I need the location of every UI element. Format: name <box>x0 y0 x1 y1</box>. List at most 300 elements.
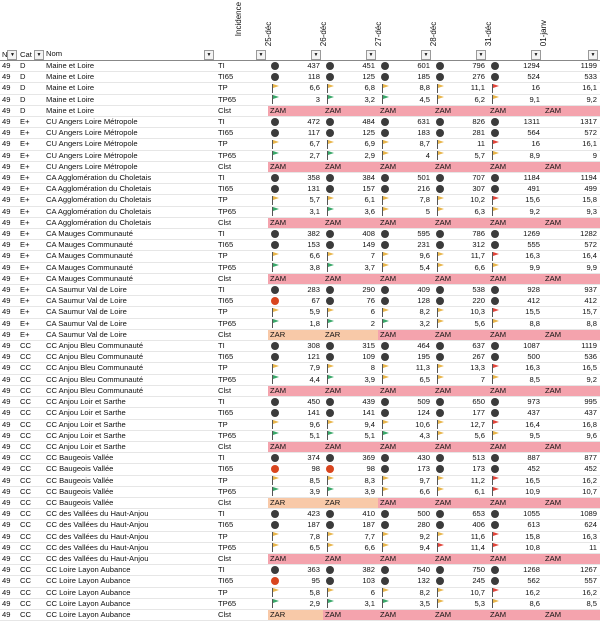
table-row[interactable] <box>0 565 600 576</box>
cell-zone[interactable]: ZAM <box>488 441 543 452</box>
table-row[interactable] <box>0 329 600 340</box>
cell-value[interactable]: 9,1 <box>501 94 543 105</box>
cell-value[interactable]: 76 <box>336 296 378 307</box>
cell-nom[interactable]: CA Agglomération du Choletais <box>44 184 216 195</box>
cell-cat[interactable]: CC <box>18 363 44 374</box>
cell-n[interactable]: 49 <box>0 553 18 564</box>
cell-incidence[interactable]: TP <box>216 531 268 542</box>
cell-incidence[interactable]: TP <box>216 83 268 94</box>
cell-value[interactable]: 9 <box>556 150 600 161</box>
cell-incidence[interactable]: TP <box>216 251 268 262</box>
cell-value[interactable]: 153 <box>281 240 323 251</box>
cell-incidence[interactable]: TP65 <box>216 542 268 553</box>
cell-cat[interactable]: E+ <box>18 139 44 150</box>
cell-cat[interactable]: CC <box>18 553 44 564</box>
cell-nom[interactable]: CC Anjou Bleu Communauté <box>44 374 216 385</box>
cell-cat[interactable]: E+ <box>18 184 44 195</box>
cell-zone[interactable]: ZAM <box>323 273 378 284</box>
table-row[interactable] <box>0 430 600 441</box>
cell-value[interactable]: 5,1 <box>281 430 323 441</box>
cell-n[interactable]: 49 <box>0 195 18 206</box>
cell-nom[interactable]: CA Mauges Communauté <box>44 273 216 284</box>
cell-nom[interactable]: CC Loire Layon Aubance <box>44 587 216 598</box>
table-row[interactable] <box>0 83 600 94</box>
cell-value[interactable]: 786 <box>446 229 488 240</box>
table-row[interactable] <box>0 206 600 217</box>
cell-value[interactable]: 6,6 <box>446 262 488 273</box>
cell-value[interactable]: 8,2 <box>391 307 433 318</box>
cell-nom[interactable]: CC des Vallées du Haut-Anjou <box>44 520 216 531</box>
cell-incidence[interactable]: Clst <box>216 553 268 564</box>
cell-value[interactable]: 16,2 <box>501 587 543 598</box>
cell-zone[interactable]: ZAR <box>268 329 323 340</box>
cell-nom[interactable]: CC des Vallées du Haut-Anjou <box>44 542 216 553</box>
cell-incidence[interactable]: TP65 <box>216 374 268 385</box>
header-date-5[interactable]: 31-déc ▼ <box>488 0 543 61</box>
cell-cat[interactable]: E+ <box>18 273 44 284</box>
header-date-2[interactable]: 26-déc ▼ <box>323 0 378 61</box>
cell-value[interactable]: 6,1 <box>336 195 378 206</box>
cell-value[interactable]: 6,7 <box>281 139 323 150</box>
cell-value[interactable]: 451 <box>336 61 378 72</box>
cell-value[interactable]: 307 <box>446 184 488 195</box>
cell-value[interactable]: 6,2 <box>446 94 488 105</box>
cell-value[interactable]: 6,5 <box>281 542 323 553</box>
cell-n[interactable]: 49 <box>0 374 18 385</box>
cell-cat[interactable]: CC <box>18 509 44 520</box>
cell-cat[interactable]: CC <box>18 609 44 620</box>
cell-n[interactable]: 49 <box>0 565 18 576</box>
cell-value[interactable]: 9,6 <box>556 430 600 441</box>
cell-value[interactable]: 439 <box>336 397 378 408</box>
cell-value[interactable]: 11,1 <box>446 83 488 94</box>
cell-value[interactable]: 3,2 <box>391 318 433 329</box>
cell-zone[interactable]: ZAM <box>378 161 433 172</box>
cell-value[interactable]: 9,2 <box>391 531 433 542</box>
cell-value[interactable]: 707 <box>446 173 488 184</box>
cell-value[interactable]: 1184 <box>501 173 543 184</box>
cell-value[interactable]: 98 <box>281 464 323 475</box>
cell-n[interactable]: 49 <box>0 240 18 251</box>
table-row[interactable] <box>0 229 600 240</box>
cell-zone[interactable]: ZAM <box>433 385 488 396</box>
cell-value[interactable]: 5,4 <box>391 262 433 273</box>
cell-cat[interactable]: CC <box>18 542 44 553</box>
cell-value[interactable]: 650 <box>446 397 488 408</box>
table-row[interactable] <box>0 173 600 184</box>
cell-value[interactable]: 501 <box>391 173 433 184</box>
cell-value[interactable]: 536 <box>556 352 600 363</box>
cell-value[interactable]: 8,3 <box>336 475 378 486</box>
cell-value[interactable]: 3,6 <box>336 206 378 217</box>
cell-value[interactable]: 9,9 <box>501 262 543 273</box>
cell-value[interactable]: 7,9 <box>281 363 323 374</box>
cell-incidence[interactable]: TI <box>216 117 268 128</box>
cell-n[interactable]: 49 <box>0 128 18 139</box>
cell-value[interactable]: 624 <box>556 520 600 531</box>
cell-cat[interactable]: E+ <box>18 251 44 262</box>
cell-value[interactable]: 280 <box>391 520 433 531</box>
cell-n[interactable]: 49 <box>0 285 18 296</box>
cell-value[interactable]: 98 <box>336 464 378 475</box>
table-row[interactable] <box>0 598 600 609</box>
cell-value[interactable]: 423 <box>281 509 323 520</box>
cell-nom[interactable]: CA Mauges Communauté <box>44 240 216 251</box>
cell-cat[interactable]: CC <box>18 453 44 464</box>
cell-incidence[interactable]: Clst <box>216 329 268 340</box>
cell-zone[interactable]: ZAM <box>488 105 543 116</box>
cell-incidence[interactable]: Clst <box>216 161 268 172</box>
cell-cat[interactable]: CC <box>18 565 44 576</box>
cell-cat[interactable]: CC <box>18 497 44 508</box>
cell-value[interactable]: 117 <box>281 128 323 139</box>
cell-nom[interactable]: CA Agglomération du Choletais <box>44 195 216 206</box>
cell-cat[interactable]: CC <box>18 464 44 475</box>
cell-value[interactable]: 16,5 <box>501 475 543 486</box>
cell-value[interactable]: 653 <box>446 509 488 520</box>
cell-nom[interactable]: CA Saumur Val de Loire <box>44 285 216 296</box>
cell-n[interactable]: 49 <box>0 262 18 273</box>
cell-n[interactable]: 49 <box>0 61 18 72</box>
cell-n[interactable]: 49 <box>0 587 18 598</box>
cell-value[interactable]: 9,2 <box>556 94 600 105</box>
cell-incidence[interactable]: TI <box>216 173 268 184</box>
cell-zone[interactable]: ZAM <box>268 553 323 564</box>
cell-value[interactable]: 430 <box>391 453 433 464</box>
cell-cat[interactable]: E+ <box>18 285 44 296</box>
table-row[interactable] <box>0 105 600 116</box>
cell-value[interactable]: 245 <box>446 576 488 587</box>
table-row[interactable] <box>0 150 600 161</box>
cell-value[interactable]: 3,1 <box>281 206 323 217</box>
cell-value[interactable]: 8,8 <box>391 83 433 94</box>
cell-value[interactable]: 216 <box>391 184 433 195</box>
cell-zone[interactable]: ZAR <box>323 329 378 340</box>
cell-value[interactable]: 16,1 <box>556 83 600 94</box>
cell-value[interactable]: 16,2 <box>556 475 600 486</box>
cell-cat[interactable]: CC <box>18 397 44 408</box>
filter-button[interactable]: ▼ <box>588 50 598 60</box>
cell-zone[interactable]: ZAM <box>433 497 488 508</box>
cell-incidence[interactable]: TP65 <box>216 486 268 497</box>
table-row[interactable] <box>0 273 600 284</box>
cell-value[interactable]: 185 <box>391 72 433 83</box>
cell-value[interactable]: 8,8 <box>501 318 543 329</box>
cell-n[interactable]: 49 <box>0 531 18 542</box>
cell-value[interactable]: 8,9 <box>501 150 543 161</box>
cell-value[interactable]: 10,2 <box>446 195 488 206</box>
cell-nom[interactable]: CU Angers Loire Métropole <box>44 161 216 172</box>
cell-value[interactable]: 2,9 <box>336 150 378 161</box>
cell-value[interactable]: 9,9 <box>556 262 600 273</box>
cell-cat[interactable]: E+ <box>18 128 44 139</box>
table-row[interactable] <box>0 453 600 464</box>
cell-incidence[interactable]: TI <box>216 397 268 408</box>
cell-value[interactable]: 9,6 <box>281 419 323 430</box>
cell-zone[interactable]: ZAM <box>378 553 433 564</box>
cell-value[interactable]: 9,7 <box>391 475 433 486</box>
cell-value[interactable]: 6,5 <box>391 374 433 385</box>
cell-n[interactable]: 49 <box>0 206 18 217</box>
cell-n[interactable]: 49 <box>0 251 18 262</box>
cell-value[interactable]: 437 <box>556 408 600 419</box>
cell-value[interactable]: 557 <box>556 576 600 587</box>
cell-n[interactable]: 49 <box>0 318 18 329</box>
cell-n[interactable]: 49 <box>0 464 18 475</box>
table-row[interactable] <box>0 117 600 128</box>
cell-cat[interactable]: D <box>18 83 44 94</box>
filter-button[interactable]: ▼ <box>256 50 266 60</box>
cell-n[interactable]: 49 <box>0 229 18 240</box>
table-row[interactable] <box>0 475 600 486</box>
cell-zone[interactable]: ZAM <box>488 497 543 508</box>
cell-value[interactable]: 6,9 <box>336 139 378 150</box>
cell-value[interactable]: 7,8 <box>391 195 433 206</box>
cell-value[interactable]: 9,2 <box>556 374 600 385</box>
cell-incidence[interactable]: TI65 <box>216 408 268 419</box>
cell-value[interactable]: 533 <box>556 72 600 83</box>
cell-zone[interactable]: ZAM <box>433 553 488 564</box>
table-row[interactable] <box>0 251 600 262</box>
table-row[interactable] <box>0 531 600 542</box>
cell-value[interactable]: 540 <box>391 565 433 576</box>
cell-incidence[interactable]: TP <box>216 307 268 318</box>
cell-value[interactable]: 8,2 <box>391 587 433 598</box>
cell-value[interactable]: 6 <box>336 307 378 318</box>
table-row[interactable] <box>0 486 600 497</box>
cell-value[interactable]: 572 <box>556 240 600 251</box>
table-row[interactable] <box>0 296 600 307</box>
cell-value[interactable]: 595 <box>391 229 433 240</box>
cell-incidence[interactable]: TI65 <box>216 296 268 307</box>
cell-zone[interactable]: ZAM <box>488 329 543 340</box>
cell-value[interactable]: 1199 <box>556 61 600 72</box>
cell-n[interactable]: 49 <box>0 486 18 497</box>
cell-value[interactable]: 8,5 <box>281 475 323 486</box>
cell-value[interactable]: 141 <box>336 408 378 419</box>
cell-cat[interactable]: E+ <box>18 161 44 172</box>
header-date-4[interactable]: 28-déc ▼ <box>433 0 488 61</box>
table-row[interactable] <box>0 341 600 352</box>
cell-value[interactable]: 928 <box>501 285 543 296</box>
cell-zone[interactable]: ZAM <box>433 609 488 620</box>
cell-incidence[interactable]: TI65 <box>216 576 268 587</box>
cell-value[interactable]: 5,7 <box>446 150 488 161</box>
cell-n[interactable]: 49 <box>0 307 18 318</box>
cell-incidence[interactable]: TP65 <box>216 598 268 609</box>
cell-incidence[interactable]: TP <box>216 363 268 374</box>
cell-incidence[interactable]: TP <box>216 419 268 430</box>
cell-zone[interactable]: ZAM <box>433 273 488 284</box>
table-row[interactable] <box>0 217 600 228</box>
table-row[interactable] <box>0 128 600 139</box>
cell-value[interactable]: 103 <box>336 576 378 587</box>
table-row[interactable] <box>0 385 600 396</box>
cell-value[interactable]: 7 <box>336 251 378 262</box>
cell-n[interactable]: 49 <box>0 296 18 307</box>
cell-zone[interactable]: ZAM <box>323 161 378 172</box>
cell-value[interactable]: 11,6 <box>446 531 488 542</box>
cell-n[interactable]: 49 <box>0 385 18 396</box>
cell-zone[interactable]: ZAM <box>378 217 433 228</box>
cell-value[interactable]: 3,5 <box>391 598 433 609</box>
cell-value[interactable]: 5,8 <box>281 587 323 598</box>
cell-cat[interactable]: CC <box>18 374 44 385</box>
cell-value[interactable]: 796 <box>446 61 488 72</box>
cell-value[interactable]: 3,9 <box>336 374 378 385</box>
cell-value[interactable]: 5,7 <box>281 195 323 206</box>
cell-value[interactable]: 409 <box>391 285 433 296</box>
cell-cat[interactable]: E+ <box>18 240 44 251</box>
cell-value[interactable]: 491 <box>501 184 543 195</box>
cell-incidence[interactable]: TI <box>216 341 268 352</box>
cell-value[interactable]: 555 <box>501 240 543 251</box>
cell-zone[interactable]: ZAM <box>433 329 488 340</box>
cell-value[interactable]: 10,9 <box>501 486 543 497</box>
cell-nom[interactable]: Maine et Loire <box>44 94 216 105</box>
cell-value[interactable]: 125 <box>336 72 378 83</box>
cell-value[interactable]: 877 <box>556 453 600 464</box>
cell-value[interactable]: 4,5 <box>391 94 433 105</box>
cell-incidence[interactable]: TI <box>216 229 268 240</box>
filter-button[interactable]: ▼ <box>204 50 214 60</box>
cell-value[interactable]: 15,7 <box>556 307 600 318</box>
cell-zone[interactable]: ZAM <box>268 441 323 452</box>
cell-value[interactable]: 16 <box>501 83 543 94</box>
table-row[interactable] <box>0 240 600 251</box>
cell-cat[interactable]: E+ <box>18 195 44 206</box>
cell-value[interactable]: 452 <box>501 464 543 475</box>
cell-n[interactable]: 49 <box>0 609 18 620</box>
cell-incidence[interactable]: TI65 <box>216 240 268 251</box>
cell-nom[interactable]: CC Anjou Bleu Communauté <box>44 385 216 396</box>
cell-nom[interactable]: CA Saumur Val de Loire <box>44 296 216 307</box>
cell-value[interactable]: 382 <box>336 565 378 576</box>
cell-n[interactable]: 49 <box>0 397 18 408</box>
cell-value[interactable]: 9,2 <box>501 206 543 217</box>
cell-value[interactable]: 6,8 <box>336 83 378 94</box>
cell-zone[interactable]: ZAM <box>433 441 488 452</box>
table-row[interactable] <box>0 184 600 195</box>
table-row[interactable] <box>0 307 600 318</box>
cell-value[interactable]: 3,9 <box>336 486 378 497</box>
cell-value[interactable]: 12,7 <box>446 419 488 430</box>
cell-value[interactable]: 3,2 <box>336 94 378 105</box>
table-row[interactable] <box>0 318 600 329</box>
cell-incidence[interactable]: TP <box>216 475 268 486</box>
cell-nom[interactable]: CC Baugeois Vallée <box>44 453 216 464</box>
cell-value[interactable]: 572 <box>556 128 600 139</box>
cell-value[interactable]: 124 <box>391 408 433 419</box>
cell-value[interactable]: 452 <box>556 464 600 475</box>
header-date-3[interactable]: 27-déc ▼ <box>378 0 433 61</box>
cell-value[interactable]: 11 <box>556 542 600 553</box>
cell-value[interactable]: 10,6 <box>391 419 433 430</box>
cell-n[interactable]: 49 <box>0 509 18 520</box>
cell-value[interactable]: 601 <box>391 61 433 72</box>
cell-incidence[interactable]: TP65 <box>216 262 268 273</box>
cell-value[interactable]: 382 <box>281 229 323 240</box>
cell-value[interactable]: 3,1 <box>336 598 378 609</box>
cell-zone[interactable]: ZAM <box>488 161 543 172</box>
cell-value[interactable]: 149 <box>336 240 378 251</box>
cell-value[interactable]: 11,7 <box>446 251 488 262</box>
cell-cat[interactable]: E+ <box>18 217 44 228</box>
cell-value[interactable]: 513 <box>446 453 488 464</box>
cell-nom[interactable]: CC Baugeois Vallée <box>44 486 216 497</box>
cell-nom[interactable]: CA Agglomération du Choletais <box>44 173 216 184</box>
cell-n[interactable]: 49 <box>0 441 18 452</box>
cell-zone[interactable]: ZAM <box>323 609 378 620</box>
cell-value[interactable]: 7,7 <box>336 531 378 542</box>
cell-nom[interactable]: CC Anjou Loir et Sarthe <box>44 419 216 430</box>
cell-incidence[interactable]: TI65 <box>216 352 268 363</box>
cell-value[interactable]: 10,3 <box>446 307 488 318</box>
cell-zone[interactable]: ZAM <box>378 441 433 452</box>
cell-value[interactable]: 95 <box>281 576 323 587</box>
cell-value[interactable]: 564 <box>501 128 543 139</box>
cell-zone[interactable]: ZAM <box>268 161 323 172</box>
cell-zone[interactable]: ZAM <box>268 105 323 116</box>
cell-nom[interactable]: CC des Vallées du Haut-Anjou <box>44 531 216 542</box>
cell-cat[interactable]: E+ <box>18 329 44 340</box>
table-row[interactable] <box>0 609 600 620</box>
cell-cat[interactable]: CC <box>18 430 44 441</box>
cell-nom[interactable]: CA Agglomération du Choletais <box>44 217 216 228</box>
cell-cat[interactable]: CC <box>18 475 44 486</box>
table-row[interactable] <box>0 195 600 206</box>
cell-value[interactable]: 132 <box>391 576 433 587</box>
cell-cat[interactable]: E+ <box>18 173 44 184</box>
cell-value[interactable]: 220 <box>446 296 488 307</box>
table-row[interactable] <box>0 397 600 408</box>
cell-zone[interactable]: ZAM <box>323 441 378 452</box>
table-row[interactable] <box>0 72 600 83</box>
cell-nom[interactable]: CC Anjou Loir et Sarthe <box>44 441 216 452</box>
filter-button[interactable]: ▼ <box>421 50 431 60</box>
cell-nom[interactable]: CC Loire Layon Aubance <box>44 576 216 587</box>
cell-value[interactable]: 173 <box>391 464 433 475</box>
cell-value[interactable]: 128 <box>391 296 433 307</box>
cell-value[interactable]: 231 <box>391 240 433 251</box>
cell-cat[interactable]: D <box>18 94 44 105</box>
cell-value[interactable]: 187 <box>281 520 323 531</box>
cell-value[interactable]: 1089 <box>556 509 600 520</box>
cell-cat[interactable]: E+ <box>18 229 44 240</box>
cell-value[interactable]: 5,6 <box>446 430 488 441</box>
cell-value[interactable]: 3 <box>281 94 323 105</box>
cell-value[interactable]: 15,6 <box>501 195 543 206</box>
table-row[interactable] <box>0 408 600 419</box>
cell-value[interactable]: 363 <box>281 565 323 576</box>
cell-cat[interactable]: D <box>18 72 44 83</box>
cell-zone[interactable]: ZAM <box>543 105 600 116</box>
cell-cat[interactable]: CC <box>18 419 44 430</box>
cell-n[interactable]: 49 <box>0 217 18 228</box>
cell-cat[interactable]: CC <box>18 352 44 363</box>
cell-value[interactable]: 109 <box>336 352 378 363</box>
cell-cat[interactable]: D <box>18 61 44 72</box>
cell-value[interactable]: 538 <box>446 285 488 296</box>
cell-zone[interactable]: ZAM <box>433 217 488 228</box>
cell-n[interactable]: 49 <box>0 408 18 419</box>
cell-value[interactable]: 11,3 <box>391 363 433 374</box>
cell-value[interactable]: 187 <box>336 520 378 531</box>
cell-zone[interactable]: ZAM <box>378 609 433 620</box>
cell-value[interactable]: 524 <box>501 72 543 83</box>
cell-value[interactable]: 6,6 <box>281 251 323 262</box>
cell-value[interactable]: 177 <box>446 408 488 419</box>
